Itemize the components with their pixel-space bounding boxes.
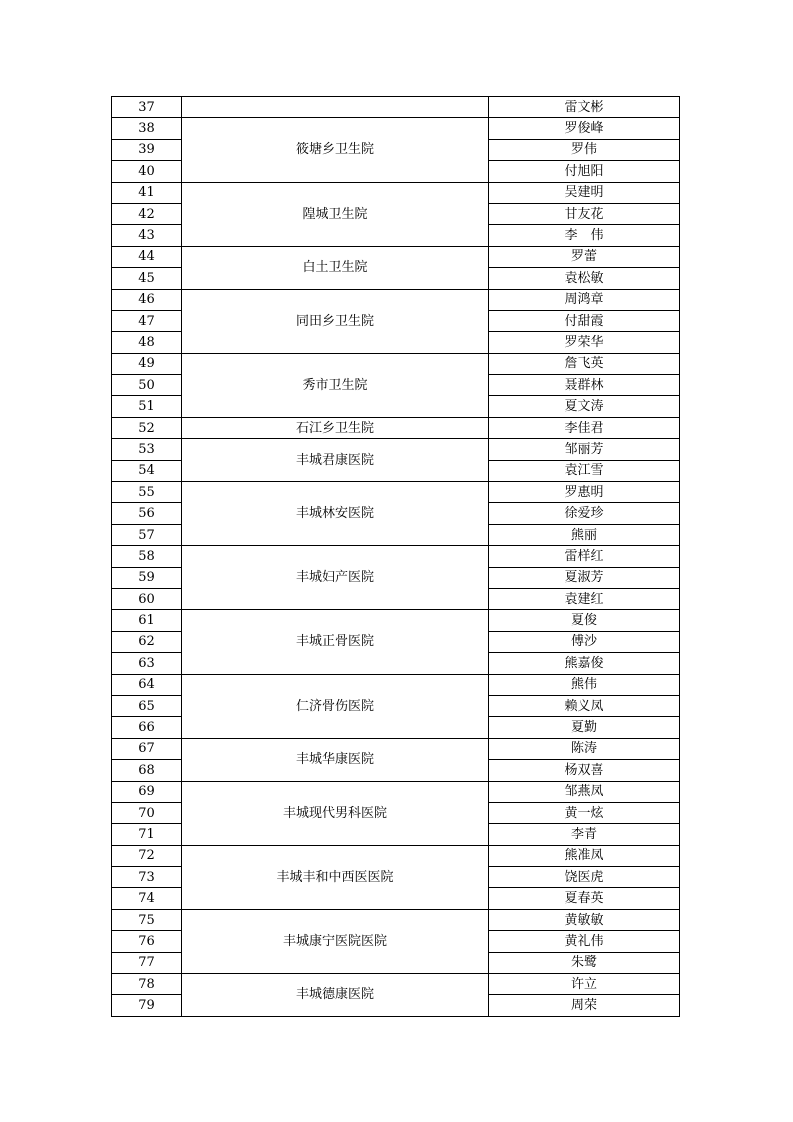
row-number: 71 xyxy=(112,824,182,845)
row-number: 42 xyxy=(112,203,182,224)
table-row xyxy=(112,738,680,759)
row-number: 60 xyxy=(112,588,182,609)
person-name: 黄礼伟 xyxy=(489,931,680,952)
person-name: 熊伟 xyxy=(489,674,680,695)
person-name: 袁松敏 xyxy=(489,268,680,289)
unit-name xyxy=(182,97,489,118)
row-number: 61 xyxy=(112,610,182,631)
table-row xyxy=(112,546,680,567)
table-row xyxy=(112,118,680,139)
table-row xyxy=(112,182,680,203)
row-number: 74 xyxy=(112,888,182,909)
table-row xyxy=(112,909,680,930)
unit-name: 同田乡卫生院 xyxy=(182,289,489,353)
row-number: 49 xyxy=(112,353,182,374)
row-number: 55 xyxy=(112,482,182,503)
row-number: 44 xyxy=(112,246,182,267)
staff-roster-table xyxy=(111,96,680,1017)
row-number: 73 xyxy=(112,867,182,888)
row-number: 47 xyxy=(112,310,182,331)
unit-name: 仁济骨伤医院 xyxy=(182,674,489,738)
row-number: 75 xyxy=(112,909,182,930)
person-name: 夏俊 xyxy=(489,610,680,631)
person-name: 熊准凤 xyxy=(489,845,680,866)
person-name: 雷样红 xyxy=(489,546,680,567)
row-number: 70 xyxy=(112,802,182,823)
person-name: 徐爱珍 xyxy=(489,503,680,524)
unit-name: 丰城现代男科医院 xyxy=(182,781,489,845)
person-name: 傅沙 xyxy=(489,631,680,652)
unit-name: 白土卫生院 xyxy=(182,246,489,289)
row-number: 65 xyxy=(112,695,182,716)
row-number: 43 xyxy=(112,225,182,246)
person-name: 黄一炫 xyxy=(489,802,680,823)
unit-name: 筱塘乡卫生院 xyxy=(182,118,489,182)
person-name: 甘友花 xyxy=(489,203,680,224)
person-name: 付甜霞 xyxy=(489,310,680,331)
row-number: 72 xyxy=(112,845,182,866)
person-name: 熊丽 xyxy=(489,524,680,545)
row-number: 77 xyxy=(112,952,182,973)
person-name: 夏淑芳 xyxy=(489,567,680,588)
row-number: 51 xyxy=(112,396,182,417)
unit-name: 丰城君康医院 xyxy=(182,439,489,482)
unit-name: 石江乡卫生院 xyxy=(182,417,489,438)
person-name: 熊嘉俊 xyxy=(489,653,680,674)
row-number: 46 xyxy=(112,289,182,310)
person-name: 夏春英 xyxy=(489,888,680,909)
person-name: 聂群林 xyxy=(489,375,680,396)
person-name: 陈涛 xyxy=(489,738,680,759)
table-row xyxy=(112,610,680,631)
person-name: 袁建红 xyxy=(489,588,680,609)
person-name: 邹燕凤 xyxy=(489,781,680,802)
person-name: 周鸿章 xyxy=(489,289,680,310)
row-number: 62 xyxy=(112,631,182,652)
row-number: 63 xyxy=(112,653,182,674)
row-number: 57 xyxy=(112,524,182,545)
person-name: 夏文涛 xyxy=(489,396,680,417)
person-name: 罗伟 xyxy=(489,139,680,160)
row-number: 48 xyxy=(112,332,182,353)
person-name: 李佳君 xyxy=(489,417,680,438)
person-name: 李青 xyxy=(489,824,680,845)
row-number: 69 xyxy=(112,781,182,802)
row-number: 38 xyxy=(112,118,182,139)
person-name: 罗荣华 xyxy=(489,332,680,353)
row-number: 40 xyxy=(112,161,182,182)
unit-name: 丰城康宁医院医院 xyxy=(182,909,489,973)
table-row xyxy=(112,439,680,460)
table-row xyxy=(112,482,680,503)
row-number: 58 xyxy=(112,546,182,567)
table-row xyxy=(112,97,680,118)
person-name: 吴建明 xyxy=(489,182,680,203)
unit-name: 丰城华康医院 xyxy=(182,738,489,781)
table-row xyxy=(112,845,680,866)
roster-body xyxy=(112,97,680,1017)
person-name: 朱鹭 xyxy=(489,952,680,973)
person-name: 赖义凤 xyxy=(489,695,680,716)
row-number: 68 xyxy=(112,760,182,781)
unit-name: 丰城德康医院 xyxy=(182,974,489,1017)
table-row xyxy=(112,781,680,802)
row-number: 54 xyxy=(112,460,182,481)
row-number: 64 xyxy=(112,674,182,695)
person-name: 邹丽芳 xyxy=(489,439,680,460)
table-row xyxy=(112,289,680,310)
row-number: 52 xyxy=(112,417,182,438)
unit-name: 丰城林安医院 xyxy=(182,482,489,546)
person-name: 袁江雪 xyxy=(489,460,680,481)
table-row xyxy=(112,246,680,267)
person-name: 雷文彬 xyxy=(489,97,680,118)
row-number: 41 xyxy=(112,182,182,203)
person-name: 饶医虎 xyxy=(489,867,680,888)
row-number: 45 xyxy=(112,268,182,289)
person-name: 许立 xyxy=(489,974,680,995)
table-row xyxy=(112,674,680,695)
row-number: 67 xyxy=(112,738,182,759)
person-name: 周荣 xyxy=(489,995,680,1016)
table-row xyxy=(112,353,680,374)
person-name: 黄敏敏 xyxy=(489,909,680,930)
person-name: 付旭阳 xyxy=(489,161,680,182)
person-name: 罗蕾 xyxy=(489,246,680,267)
person-name: 杨双喜 xyxy=(489,760,680,781)
unit-name: 丰城正骨医院 xyxy=(182,610,489,674)
row-number: 76 xyxy=(112,931,182,952)
person-name: 詹飞英 xyxy=(489,353,680,374)
unit-name: 丰城丰和中西医医院 xyxy=(182,845,489,909)
person-name: 夏勤 xyxy=(489,717,680,738)
person-name: 李 伟 xyxy=(489,225,680,246)
unit-name: 秀市卫生院 xyxy=(182,353,489,417)
row-number: 59 xyxy=(112,567,182,588)
row-number: 78 xyxy=(112,974,182,995)
table-row xyxy=(112,417,680,438)
unit-name: 丰城妇产医院 xyxy=(182,546,489,610)
row-number: 50 xyxy=(112,375,182,396)
row-number: 56 xyxy=(112,503,182,524)
table-row xyxy=(112,974,680,995)
person-name: 罗俊峰 xyxy=(489,118,680,139)
unit-name: 隍城卫生院 xyxy=(182,182,489,246)
row-number: 66 xyxy=(112,717,182,738)
row-number: 39 xyxy=(112,139,182,160)
person-name: 罗惠明 xyxy=(489,482,680,503)
row-number: 79 xyxy=(112,995,182,1016)
row-number: 53 xyxy=(112,439,182,460)
row-number: 37 xyxy=(112,97,182,118)
